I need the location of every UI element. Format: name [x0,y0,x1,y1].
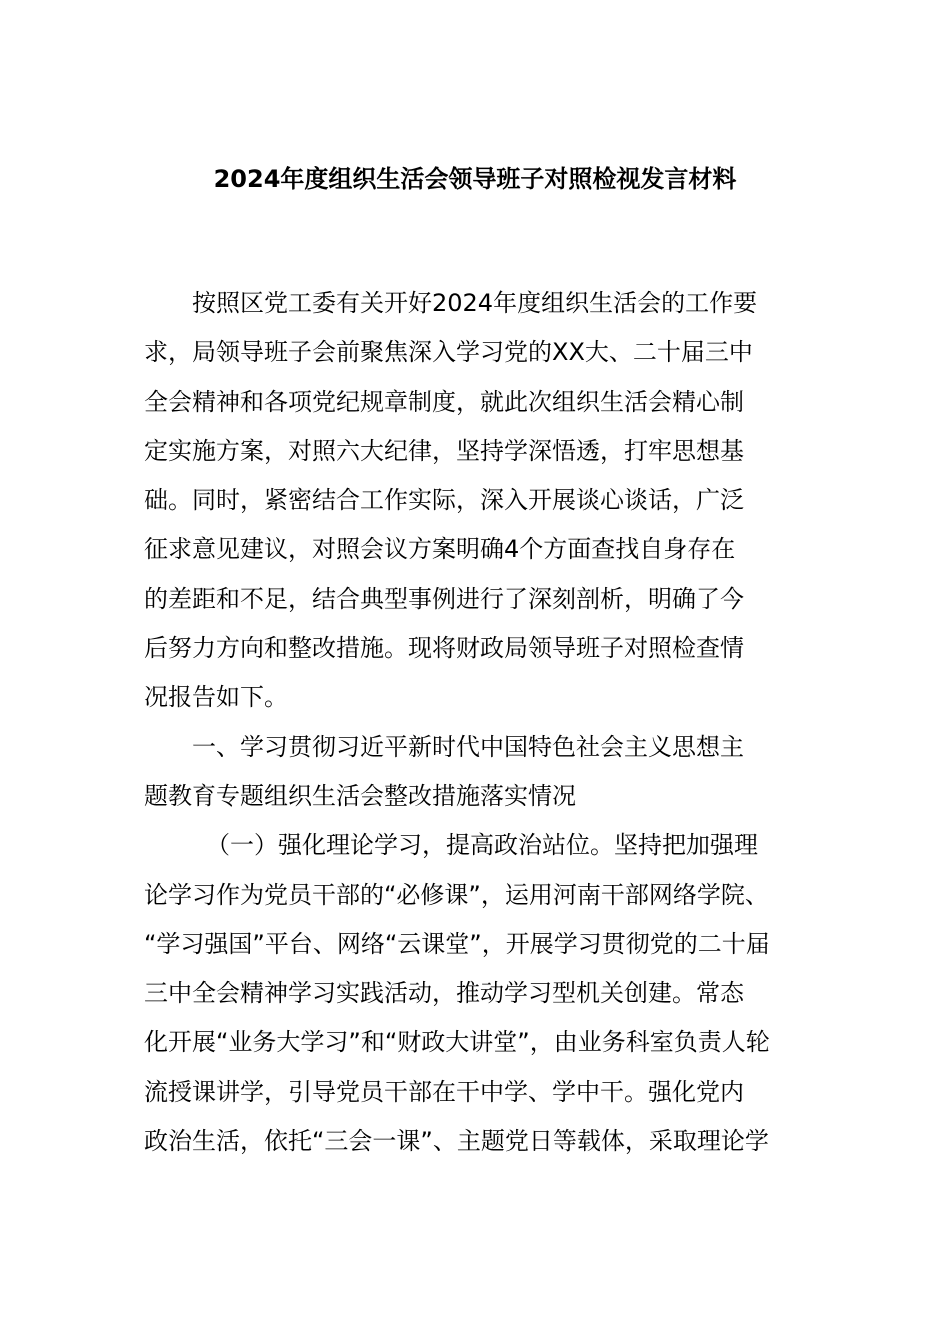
section-heading-line-2: 题教育专题组织生活会整改措施落实情况 [144,781,576,810]
paragraph-intro-line-6: 征求意见建议，对照会议方案明确4个方面查找自身存在 [144,535,736,564]
paragraph-intro-line-3: 全会精神和各项党纪规章制度，就此次组织生活会精心制 [144,387,744,416]
subsection-line-1: （一）强化理论学习，提高政治站位。坚持把加强理 [206,831,758,860]
subsection-line-6: 流授课讲学，引导党员干部在干中学、学中干。强化党内 [144,1077,744,1106]
document-body [144,279,808,1166]
paragraph-intro-line-4: 定实施方案，对照六大纪律，坚持学深悟透，打牢思想基 [144,436,744,465]
paragraph-intro-line-2: 求，局领导班子会前聚焦深入学习党的XX大、二十届三中 [144,338,753,367]
paragraph-intro-line-7: 的差距和不足，结合典型事例进行了深刻剖析，明确了今 [144,584,744,613]
subsection-line-7: 政治生活，依托“三会一课”、主题党日等载体，采取理论学 [144,1127,769,1156]
subsection-line-2: 论学习作为党员干部的“必修课”，运用河南干部网络学院、 [144,880,769,909]
paragraph-intro-line-5: 础。同时，紧密结合工作实际，深入开展谈心谈话，广泛 [144,486,744,515]
subsection-line-3: “学习强国”平台、网络“云课堂”，开展学习贯彻党的二十届 [144,929,770,958]
paragraph-intro-line-8: 后努力方向和整改措施。现将财政局领导班子对照检查情 [144,634,744,663]
section-heading-line-1: 一、学习贯彻习近平新时代中国特色社会主义思想主 [192,732,744,761]
paragraph-intro-line-1: 按照区党工委有关开好2024年度组织生活会的工作要 [192,289,758,317]
document-title: 2024年度组织生活会领导班子对照检视发言材料 [213,165,737,193]
subsection-line-4: 三中全会精神学习实践活动，推动学习型机关创建。常态 [144,979,744,1008]
subsection-line-5: 化开展“业务大学习”和“财政大讲堂”，由业务科室负责人轮 [144,1028,770,1057]
paragraph-intro-line-9: 况报告如下。 [144,683,288,712]
